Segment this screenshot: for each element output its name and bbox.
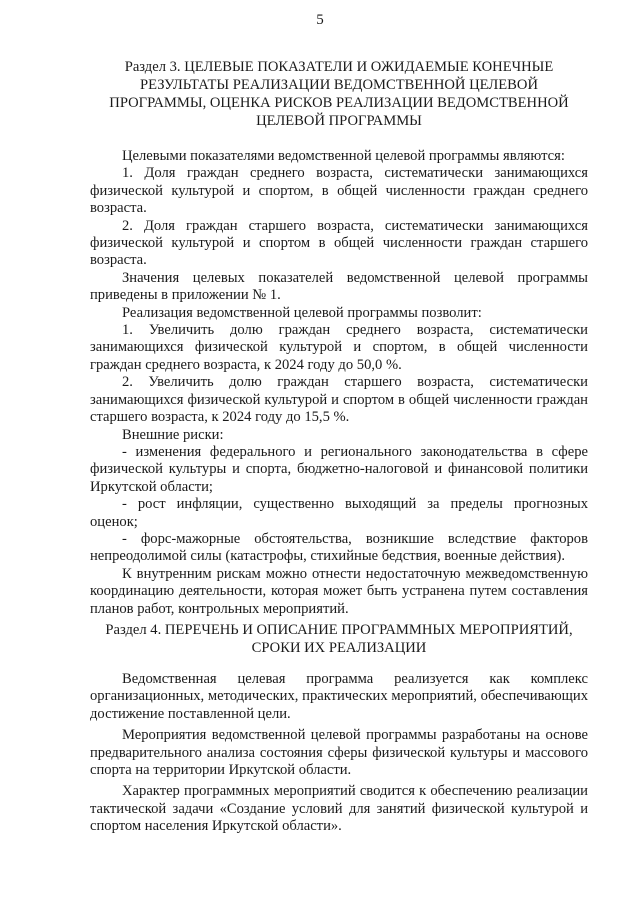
section-4-heading: Раздел 4. ПЕРЕЧЕНЬ И ОПИСАНИЕ ПРОГРАММНЫХ МЕРОПРИЯТИЙ, СРОКИ ИХ РЕАЛИЗАЦИИ bbox=[105, 622, 573, 656]
paragraph: К внутренним рискам можно отнести недостаточную межведомственную координацию деятельности, которая может быть устранена путем составления планов работ, контрольных мероприятий. bbox=[90, 565, 588, 617]
paragraph: 1. Доля граждан среднего возраста, систематически занимающихся физической культурой и спортом, в общей численности граждан среднего возраста. bbox=[90, 165, 588, 217]
paragraph: Ведомственная целевая программа реализуется как комплекс организационных, методических, практических мероприятий, обеспечивающих достижение поставленной цели. bbox=[90, 671, 588, 722]
paragraph: Реализация ведомственной целевой программы позволит: bbox=[122, 304, 482, 321]
paragraph: 2. Доля граждан старшего возраста, систематически занимающихся физической культурой и спортом в общей численности граждан старшего возраста. bbox=[90, 217, 588, 269]
section-3-heading-block bbox=[90, 58, 588, 130]
section-4-body bbox=[90, 671, 588, 836]
paragraph: - изменения федерального и регионального законодательства в сфере физической культуры и спорта, бюджетно-налоговой и финансовой политики Иркутской области; bbox=[90, 443, 588, 495]
paragraph: Мероприятия ведомственной целевой программы разработаны на основе предварительного анализа состояния сферы физической культуры и массового спорта на территории Иркутской области. bbox=[90, 727, 588, 779]
paragraph: Значения целевых показателей ведомственной целевой программы приведены в приложении № 1. bbox=[90, 269, 588, 304]
paragraph: Характер программных мероприятий сводится к обеспечению реализации тактической задачи «Создание условий для занятий физической культурой и спортом населения Иркутской области». bbox=[90, 783, 588, 835]
paragraph: Внешние риски: bbox=[122, 426, 224, 443]
page-number: 5 bbox=[316, 12, 324, 28]
paragraph: - рост инфляции, существенно выходящий за пределы прогнозных оценок; bbox=[90, 496, 588, 530]
section-4-heading-block bbox=[90, 621, 588, 657]
paragraph: 1. Увеличить долю граждан среднего возраста, систематически занимающихся физической культурой и спортом, в общей численности граждан среднего возраста, к 2024 году до 50,0 %. bbox=[90, 322, 588, 373]
paragraph: Целевыми показателями ведомственной целевой программы являются: bbox=[122, 148, 565, 164]
section-3-body bbox=[90, 148, 588, 618]
paragraph: - форс-мажорные обстоятельства, возникшие вследствие факторов непреодолимой силы (катастрофы, стихийные бедствия, военные действия). bbox=[90, 530, 588, 565]
section-3-heading: Раздел 3. ЦЕЛЕВЫЕ ПОКАЗАТЕЛИ И ОЖИДАЕМЫЕ КОНЕЧНЫЕ РЕЗУЛЬТАТЫ РЕАЛИЗАЦИИ ВЕДОМСТВЕННОЙ ЦЕЛЕВОЙ ПРОГРАММЫ, ОЦЕНКА РИСКОВ РЕАЛИЗАЦИИ ВЕДОМСТВЕННОЙ ЦЕЛЕВОЙ ПРОГРАММЫ bbox=[109, 59, 569, 129]
paragraph: 2. Увеличить долю граждан старшего возраста, систематически занимающихся физической культурой и спортом в общей численности граждан старшего возраста, к 2024 году до 15,5 %. bbox=[90, 374, 588, 426]
